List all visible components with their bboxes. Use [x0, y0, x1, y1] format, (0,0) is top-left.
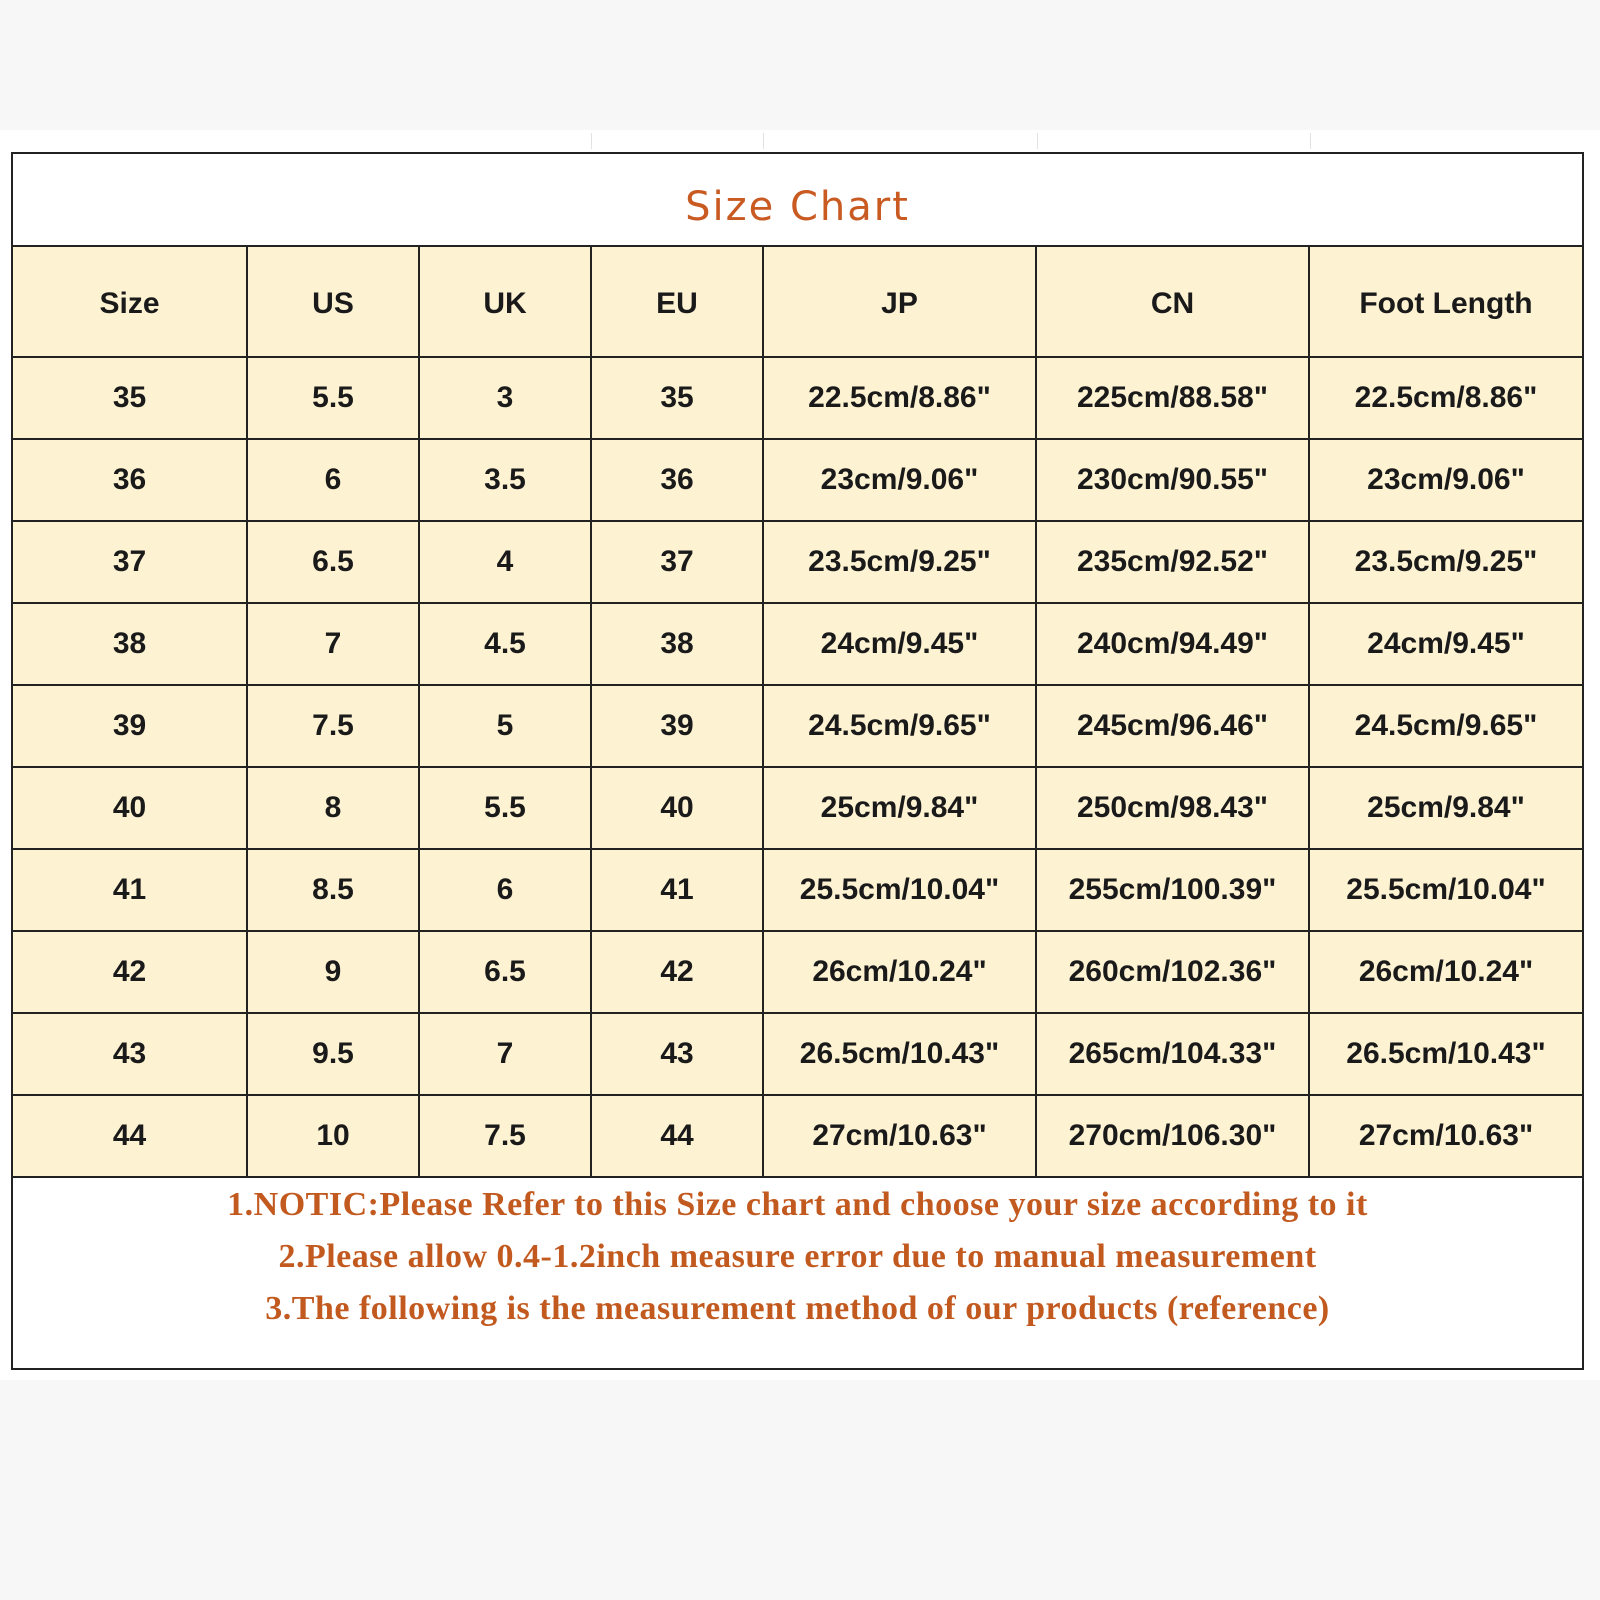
- table-cell: 40: [13, 767, 247, 849]
- table-cell: 3: [419, 357, 591, 439]
- note-line: 2.Please allow 0.4-1.2inch measure error due to manual measurement: [278, 1238, 1317, 1275]
- table-cell: 27cm/10.63": [1309, 1095, 1582, 1177]
- table-cell: 25.5cm/10.04": [1309, 849, 1582, 931]
- table-header-row: [13, 247, 1582, 357]
- table-cell: 35: [591, 357, 763, 439]
- table-cell: 38: [591, 603, 763, 685]
- table-cell: 41: [13, 849, 247, 931]
- table-cell: 22.5cm/8.86": [763, 357, 1036, 439]
- column-header: CN: [1036, 247, 1309, 357]
- table-cell: 8: [247, 767, 419, 849]
- table-cell: 7: [419, 1013, 591, 1095]
- faint-gridline: [1037, 133, 1038, 149]
- table-cell: 230cm/90.55": [1036, 439, 1309, 521]
- table-cell: 26cm/10.24": [1309, 931, 1582, 1013]
- column-header: UK: [419, 247, 591, 357]
- table-cell: 24.5cm/9.65": [763, 685, 1036, 767]
- table-row: [13, 685, 1582, 767]
- table-cell: 245cm/96.46": [1036, 685, 1309, 767]
- size-table: [13, 247, 1582, 1178]
- table-cell: 27cm/10.63": [763, 1095, 1036, 1177]
- table-cell: 5.5: [419, 767, 591, 849]
- table-cell: 4.5: [419, 603, 591, 685]
- table-row: [13, 521, 1582, 603]
- table-cell: 39: [591, 685, 763, 767]
- table-cell: 265cm/104.33": [1036, 1013, 1309, 1095]
- table-cell: 42: [13, 931, 247, 1013]
- note-line: 3.The following is the measurement method of our products (reference): [265, 1290, 1330, 1327]
- table-cell: 44: [13, 1095, 247, 1177]
- faint-gridline: [763, 133, 764, 149]
- table-cell: 270cm/106.30": [1036, 1095, 1309, 1177]
- table-cell: 260cm/102.36": [1036, 931, 1309, 1013]
- table-cell: 7.5: [247, 685, 419, 767]
- table-cell: 36: [13, 439, 247, 521]
- table-cell: 25.5cm/10.04": [763, 849, 1036, 931]
- table-cell: 24cm/9.45": [763, 603, 1036, 685]
- table-cell: 37: [591, 521, 763, 603]
- table-cell: 42: [591, 931, 763, 1013]
- table-cell: 3.5: [419, 439, 591, 521]
- table-cell: 6.5: [419, 931, 591, 1013]
- table-cell: 6: [247, 439, 419, 521]
- table-cell: 255cm/100.39": [1036, 849, 1309, 931]
- table-row: [13, 849, 1582, 931]
- table-cell: 41: [591, 849, 763, 931]
- table-cell: 8.5: [247, 849, 419, 931]
- table-cell: 4: [419, 521, 591, 603]
- column-header: Foot Length: [1309, 247, 1582, 357]
- notes-block: [13, 1179, 1582, 1335]
- table-cell: 23cm/9.06": [763, 439, 1036, 521]
- table-cell: 5.5: [247, 357, 419, 439]
- table-cell: 43: [591, 1013, 763, 1095]
- table-body: [13, 357, 1582, 1177]
- table-row: [13, 603, 1582, 685]
- table-cell: 25cm/9.84": [1309, 767, 1582, 849]
- table-cell: 40: [591, 767, 763, 849]
- column-header: Size: [13, 247, 247, 357]
- table-row: [13, 439, 1582, 521]
- table-cell: 7: [247, 603, 419, 685]
- faint-gridline: [1310, 133, 1311, 149]
- table-cell: 26.5cm/10.43": [1309, 1013, 1582, 1095]
- table-cell: 24cm/9.45": [1309, 603, 1582, 685]
- table-cell: 26cm/10.24": [763, 931, 1036, 1013]
- table-cell: 235cm/92.52": [1036, 521, 1309, 603]
- table-cell: 39: [13, 685, 247, 767]
- chart-title: Size Chart: [13, 154, 1582, 247]
- column-header: JP: [763, 247, 1036, 357]
- table-cell: 250cm/98.43": [1036, 767, 1309, 849]
- table-cell: 23cm/9.06": [1309, 439, 1582, 521]
- column-header: US: [247, 247, 419, 357]
- table-row: [13, 767, 1582, 849]
- table-cell: 10: [247, 1095, 419, 1177]
- table-cell: 9: [247, 931, 419, 1013]
- table-cell: 25cm/9.84": [763, 767, 1036, 849]
- table-cell: 23.5cm/9.25": [763, 521, 1036, 603]
- table-cell: 38: [13, 603, 247, 685]
- table-cell: 7.5: [419, 1095, 591, 1177]
- table-cell: 43: [13, 1013, 247, 1095]
- size-chart-panel: [11, 152, 1584, 1370]
- table-cell: 26.5cm/10.43": [763, 1013, 1036, 1095]
- table-cell: 6.5: [247, 521, 419, 603]
- table-cell: 37: [13, 521, 247, 603]
- table-row: [13, 1095, 1582, 1177]
- table-cell: 9.5: [247, 1013, 419, 1095]
- table-cell: 36: [591, 439, 763, 521]
- table-cell: 6: [419, 849, 591, 931]
- table-row: [13, 931, 1582, 1013]
- table-cell: 225cm/88.58": [1036, 357, 1309, 439]
- table-cell: 22.5cm/8.86": [1309, 357, 1582, 439]
- table-row: [13, 1013, 1582, 1095]
- table-cell: 240cm/94.49": [1036, 603, 1309, 685]
- table-cell: 23.5cm/9.25": [1309, 521, 1582, 603]
- table-row: [13, 357, 1582, 439]
- table-cell: 5: [419, 685, 591, 767]
- column-header: EU: [591, 247, 763, 357]
- table-cell: 44: [591, 1095, 763, 1177]
- table-cell: 24.5cm/9.65": [1309, 685, 1582, 767]
- table-cell: 35: [13, 357, 247, 439]
- note-line: 1.NOTIC:Please Refer to this Size chart and choose your size according to it: [227, 1186, 1368, 1223]
- faint-gridline: [591, 133, 592, 149]
